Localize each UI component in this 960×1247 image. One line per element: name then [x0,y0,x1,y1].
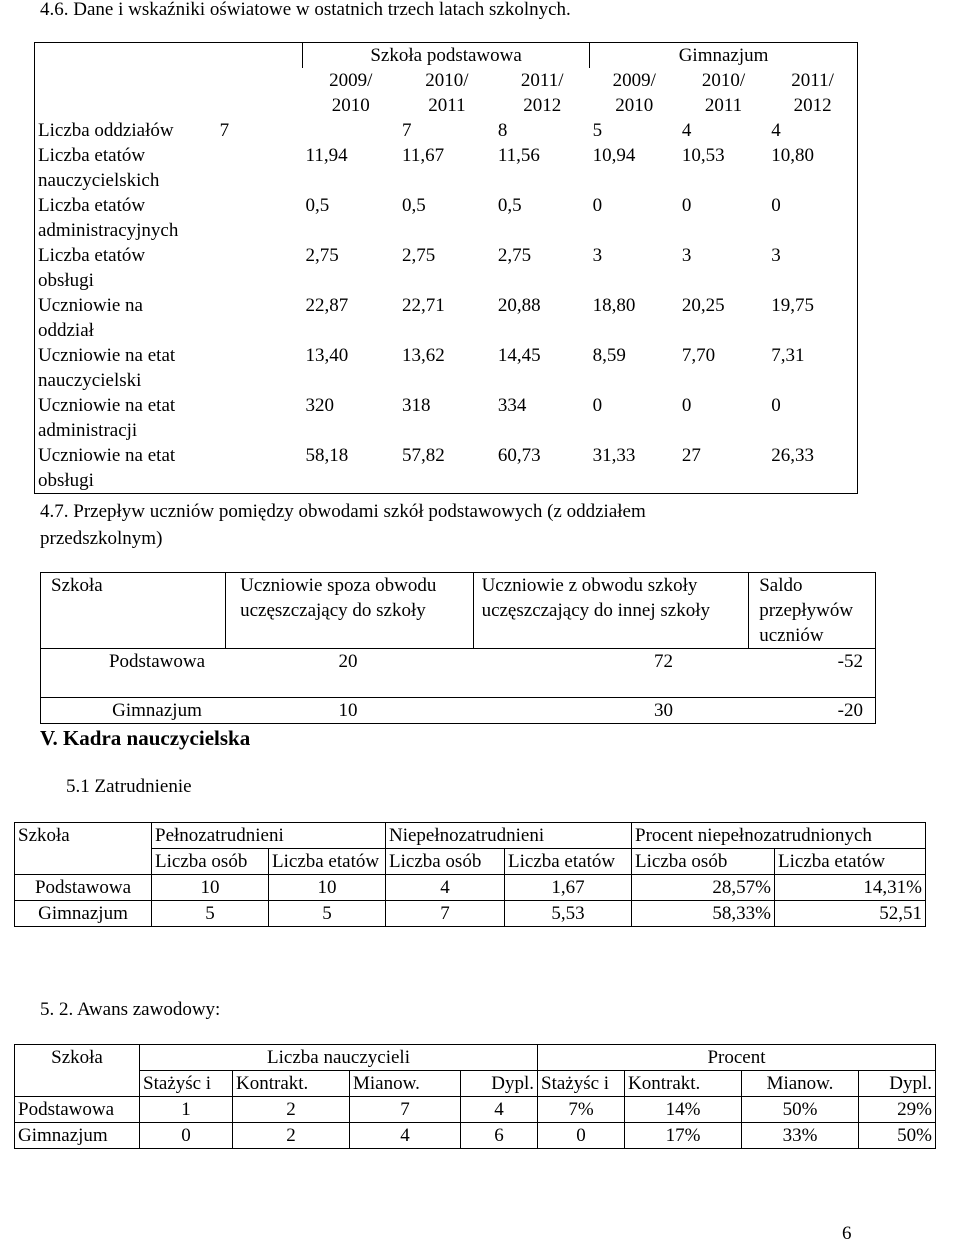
header-school: Szkoła [15,823,152,875]
row-label: Liczba etatów nauczycielskich [35,143,303,193]
subheader: Liczba etatów [775,849,926,875]
section-4-7-title-cont: przedszkolnym) [40,528,163,549]
table-row: Liczba etatów obsługi 2,75 2,75 2,75 3 3 3 [35,243,858,293]
page-number: 6 [842,1223,852,1244]
header-percent: Procent [538,1045,936,1071]
table-row: Uczniowie na etat obsługi 58,18 57,82 60,73 31,33 27 26,33 [35,443,858,494]
group-header-primary: Szkoła podstawowa [303,43,590,69]
subheader: Liczba etatów [505,849,632,875]
section-5-1-title: 5.1 Zatrudnienie [66,776,192,797]
year-header: 2009/ 2010 [329,70,373,116]
table-row: Uczniowie na etat administracji 320 318 334 0 0 0 [35,393,858,443]
row-label: Liczba etatów administracyjnych [35,193,303,243]
table-row: Gimnazjum 10 30 -20 [41,698,876,724]
header-school: Szkoła [15,1045,140,1097]
promotion-table [14,1044,936,1149]
subheader: Liczba etatów [269,849,386,875]
table-row: Podstawowa 20 72 -52 [41,649,876,698]
school-indicators-table [34,42,858,494]
subheader: Kontrakt. [233,1071,350,1097]
row-school: Podstawowa [108,651,206,672]
header-teacher-count: Liczba nauczycieli [140,1045,538,1071]
subheader: Liczba osób [386,849,505,875]
row-school: Gimnazjum [15,901,152,927]
row-label: Uczniowie na etat nauczycielski [35,343,303,393]
row-label: Uczniowie na etat obsługi [35,443,303,494]
row-label: Uczniowie na oddział [35,293,303,343]
table-row: Gimnazjum 5 5 7 5,53 58,33% 52,51 [15,901,926,927]
group-header-gimnazjum: Gimnazjum [590,43,858,69]
row-school: Podstawowa [15,1097,140,1123]
subheader: Dypl. [859,1071,936,1097]
subheader: Mianow. [350,1071,461,1097]
header-full-time: Pełnozatrudnieni [152,823,386,849]
row-school: Gimnazjum [15,1123,140,1149]
year-header: 2009/ 2010 [612,70,656,116]
row-label: Liczba oddziałów [38,120,174,141]
subheader: Kontrakt. [625,1071,742,1097]
header-outgoing: Uczniowie z obwodu szkoły uczęszczający do innej szkoły [473,573,749,649]
table-row: Podstawowa 10 10 4 1,67 28,57% 14,31% [15,875,926,901]
row-school: Gimnazjum [112,700,202,721]
table-row: Uczniowie na etat nauczycielski 13,40 13,62 14,45 8,59 7,70 7,31 [35,343,858,393]
subheader: Liczba osób [152,849,269,875]
subheader: Liczba osób [632,849,775,875]
header-part-time-percent: Procent niepełnozatrudnionych [632,823,926,849]
year-header: 2010/ 2011 [701,70,746,116]
table-row: Uczniowie na oddział 22,87 22,71 20,88 18,80 20,25 19,75 [35,293,858,343]
table-row: Podstawowa 1 2 7 4 7% 14% 50% 29% [15,1097,936,1123]
employment-table [14,822,926,927]
table-row: Gimnazjum 0 2 4 6 0 17% 33% 50% [15,1123,936,1149]
year-header: 2011/ 2012 [768,68,857,118]
header-part-time: Niepełnozatrudnieni [386,823,632,849]
table-row: Liczba etatów nauczycielskich 11,94 11,67 11,56 10,94 10,53 10,80 [35,143,858,193]
subheader: Stażyśc i [140,1071,233,1097]
subheader: Dypl. [461,1071,538,1097]
section-5-2-title: 5. 2. Awans zawodowy: [40,999,221,1020]
header-incoming: Uczniowie spoza obwodu uczęszczający do szkoły [226,573,473,649]
row-school: Podstawowa [15,875,152,901]
subheader: Stażyśc i [538,1071,625,1097]
student-flow-table [40,572,876,724]
header-balance: Saldo przepływów uczniów [749,573,876,649]
section-4-6-title: 4.6. Dane i wskaźniki oświatowe w ostatnich trzech latach szkolnych. [40,0,571,20]
header-school: Szkoła [41,573,226,649]
subheader: Mianow. [742,1071,859,1097]
section-4-7-title: 4.7. Przepływ uczniów pomiędzy obwodami szkół podstawowych (z oddziałem [40,501,646,522]
year-header: 2011/ 2012 [520,70,564,116]
section-v-title: V. Kadra nauczycielska [40,726,251,750]
row-label: Uczniowie na etat administracji [35,393,303,443]
table-row: Liczba etatów administracyjnych 0,5 0,5 0,5 0 0 0 [35,193,858,243]
year-header: 2010/ 2011 [425,70,469,116]
row-label: Liczba etatów obsługi [35,243,303,293]
table-row: Liczba oddziałów 7 7 8 5 4 4 [35,118,858,143]
